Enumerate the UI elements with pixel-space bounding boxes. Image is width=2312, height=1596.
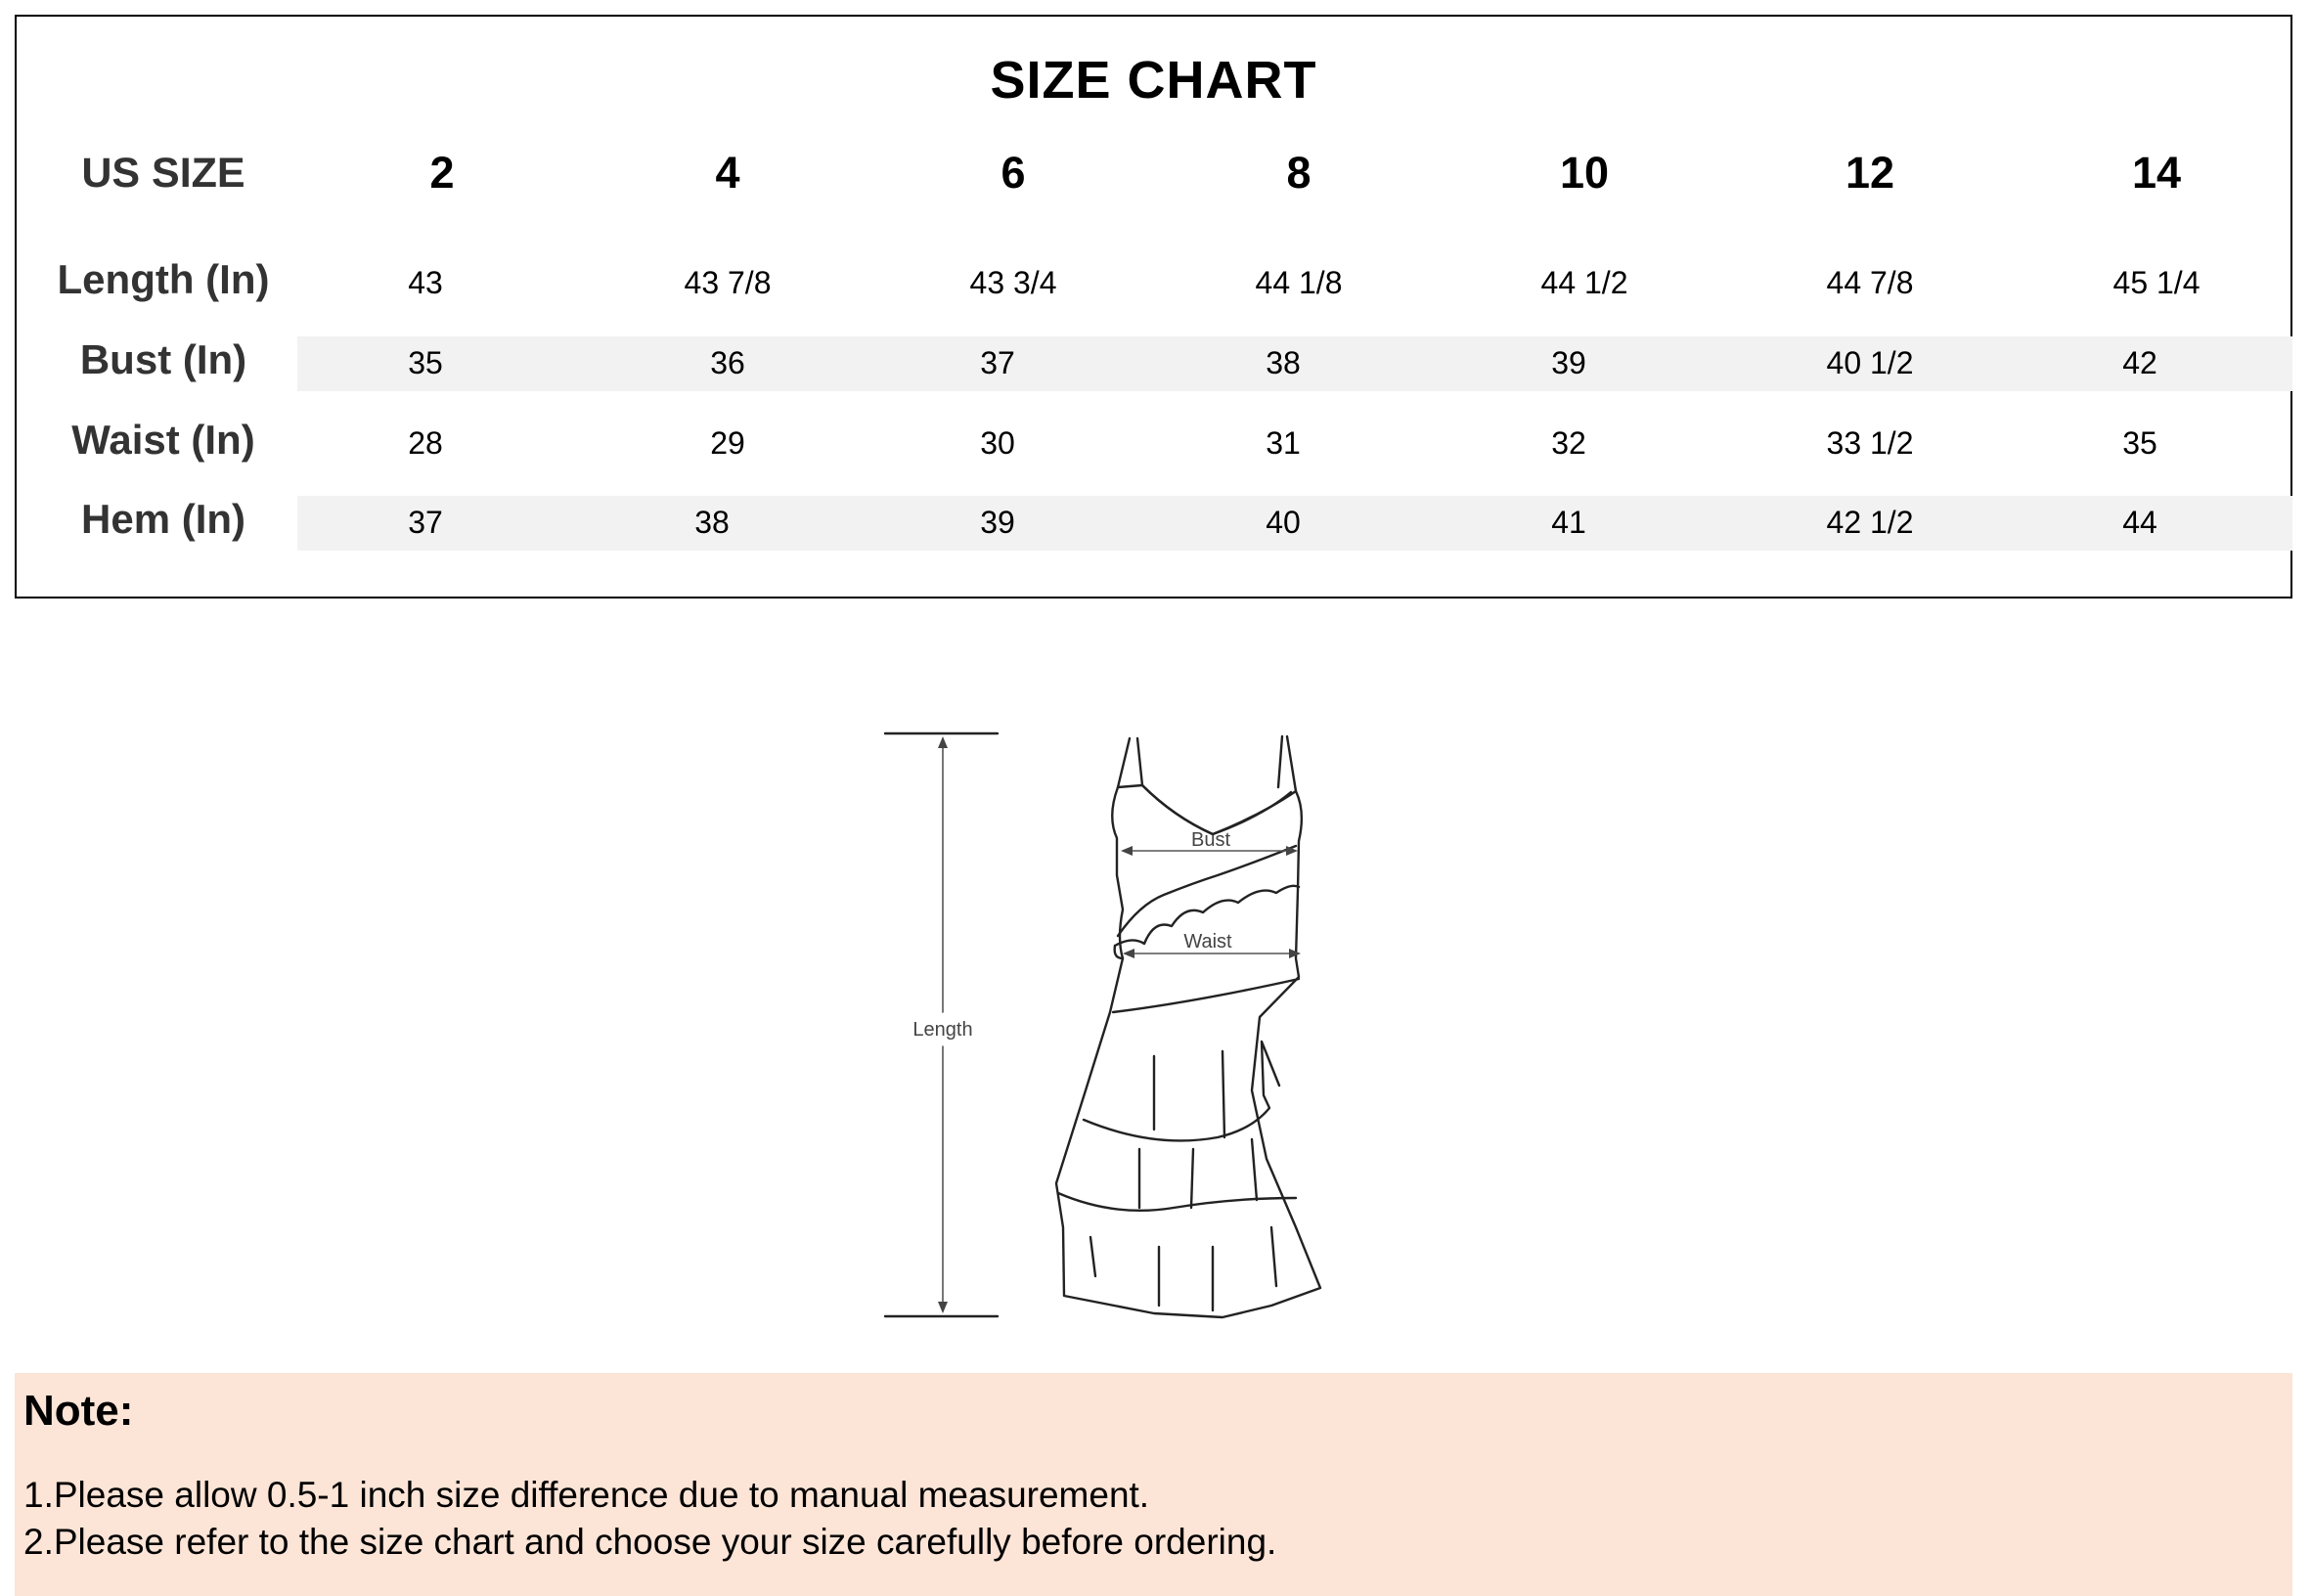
- row-label-bust: Bust (In): [79, 336, 247, 382]
- note-line: 1.Please allow 0.5-1 inch size difference due to manual measurement.: [23, 1475, 1150, 1515]
- bust-label: Bust: [1190, 829, 1231, 851]
- size-header: 8: [1286, 148, 1312, 198]
- table-cell: 29: [710, 425, 745, 461]
- size-header: 12: [1845, 148, 1895, 198]
- table-cell: 42: [2122, 345, 2157, 380]
- left-strap: [1118, 738, 1130, 787]
- dress-measurement-diagram: [861, 719, 1369, 1325]
- table-cell: 41: [1551, 505, 1586, 540]
- note-box: [15, 1373, 2292, 1596]
- size-header: 4: [715, 148, 740, 198]
- table-cell: 39: [980, 505, 1015, 540]
- table-cell: 28: [408, 425, 443, 461]
- size-header: 10: [1559, 148, 1610, 198]
- table-cell: 31: [1266, 425, 1301, 461]
- table-cell: 44: [2122, 505, 2157, 540]
- table-cell: 33 1/2: [1826, 425, 1914, 461]
- table-cell: 37: [408, 505, 443, 540]
- left-strap-inner: [1137, 738, 1142, 785]
- row-label-hem: Hem (In): [81, 496, 245, 542]
- size-chart-table: [15, 15, 2292, 598]
- size-header: 14: [2131, 148, 2182, 198]
- length-arrow-head-up: [938, 736, 948, 748]
- table-cell: 38: [694, 505, 730, 540]
- note-title: Note:: [23, 1387, 134, 1435]
- table-cell: 37: [980, 345, 1015, 380]
- table-cell: 44 1/8: [1255, 265, 1343, 300]
- table-cell: 38: [1266, 345, 1301, 380]
- waist-label: Waist: [1183, 931, 1232, 953]
- length-label: Length: [912, 1019, 973, 1041]
- table-cell: 39: [1551, 345, 1586, 380]
- us-size-header: US SIZE: [81, 150, 245, 197]
- table-cell: 43 3/4: [969, 265, 1057, 300]
- size-header: 2: [429, 148, 455, 198]
- dress-outline: [1056, 785, 1320, 1317]
- table-cell: 44 1/2: [1540, 265, 1628, 300]
- size-header: 6: [1000, 148, 1026, 198]
- table-cell: 35: [408, 345, 443, 380]
- table-cell: 44 7/8: [1826, 265, 1914, 300]
- size-chart-title: SIZE CHART: [990, 51, 1317, 110]
- table-cell: 36: [710, 345, 745, 380]
- row-label-waist: Waist (In): [71, 417, 255, 463]
- right-strap: [1278, 736, 1282, 787]
- note-line: 2.Please refer to the size chart and choose your size carefully before ordering.: [23, 1522, 1277, 1562]
- table-cell: 45 1/4: [2112, 265, 2201, 300]
- length-arrow-head-down: [938, 1302, 948, 1313]
- table-cell: 43 7/8: [684, 265, 772, 300]
- table-cell: 43: [408, 265, 443, 300]
- table-cell: 40 1/2: [1826, 345, 1914, 380]
- table-cell: 42 1/2: [1826, 505, 1914, 540]
- table-cell: 32: [1551, 425, 1586, 461]
- table-cell: 35: [2122, 425, 2157, 461]
- table-cell: 40: [1266, 505, 1301, 540]
- row-label-length: Length (In): [57, 256, 270, 302]
- right-strap-outer: [1287, 736, 1296, 791]
- table-cell: 30: [980, 425, 1015, 461]
